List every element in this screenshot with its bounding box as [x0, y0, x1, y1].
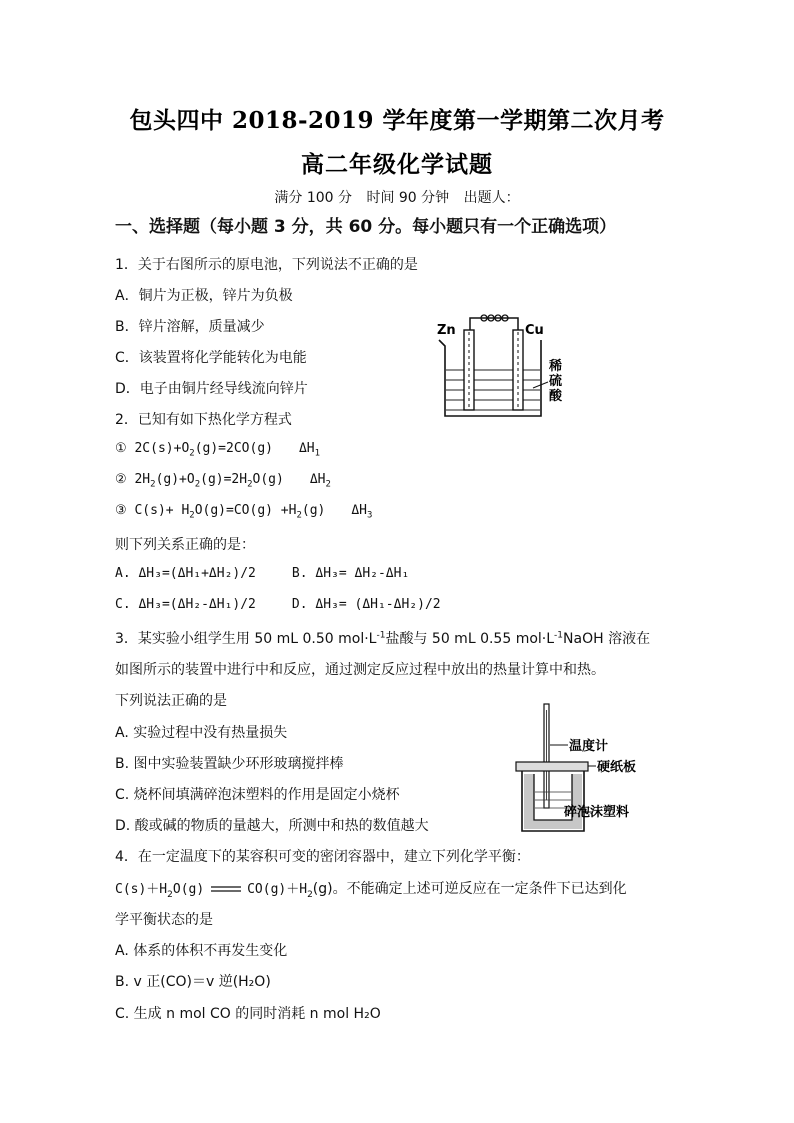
cardboard	[516, 762, 588, 771]
acid-label-2: 硫	[549, 374, 563, 389]
q1-option-c: C．该装置将化学能转化为电能	[115, 350, 307, 366]
cu-label: Cu	[525, 323, 544, 338]
q2-equation-3: ③ $C(s)+ H_2O(g)=CO(g) +H_2(g)$ $\Delta H_3$	[115, 503, 373, 521]
q4-option-a: A. 体系的体积不再发生变化	[115, 943, 288, 959]
q3-option-c: C. 烧杯间填满碎泡沫塑料的作用是固定小烧杯	[115, 787, 400, 803]
q2-equation-1: ① $2C(s)+O_2(g)=2CO(g)$ $\Delta H_1$	[115, 441, 321, 459]
author-text: 出题人：	[463, 190, 520, 206]
q1-stem: 1．关于右图所示的原电池，下列说法不正确的是	[115, 257, 418, 273]
q2-equation-2: ② $2H_2(g)+O_2(g)=2H_2O(g)$ $\Delta H_2$	[115, 472, 331, 490]
q4-equation: $C(s)+H_2O(g)$ $CO(g)+H_2(g)$。不能确定上述可逆反应在一定条件下已达到化	[115, 881, 627, 900]
zn-label: Zn	[437, 323, 456, 338]
q1-option-d: D．电子由铜片经导线流向锌片	[115, 381, 308, 397]
thermometer-label: 温度计	[569, 739, 609, 754]
q2-options-ab	[115, 566, 409, 581]
q2-options-cd	[115, 597, 441, 612]
galvanic-cell-figure	[433, 312, 583, 424]
q4-option-b: B. v 正(CO)＝v 逆(H₂O)	[115, 974, 271, 990]
q4-stem-3: 学平衡状态的是	[115, 912, 213, 928]
exam-meta	[0, 187, 794, 207]
q3-stem: 3．某实验小组学生用 50 mL 0.50 $mol\cdot L^{-1}$盐酸与 50 mL 0.55 $mol\cdot L^{-1}NaOH$ 溶液在	[115, 630, 651, 647]
q3-option-b: B. 图中实验装置缺少环形玻璃搅拌棒	[115, 756, 344, 772]
foam-label: 碎泡沫塑料	[564, 805, 630, 820]
q3-option-d: D. 酸或碱的物质的量越大，所测中和热的数值越大	[115, 818, 429, 834]
q1-option-b: B．锌片溶解，质量减少	[115, 319, 265, 335]
acid-label-1: 稀	[549, 359, 563, 374]
equilibrium-arrow-icon	[209, 884, 243, 894]
q3-stem-2: 如图所示的装置中进行中和反应，通过测定反应过程中放出的热量计算中和热。	[115, 662, 605, 678]
q2-stem: 2．已知有如下热化学方程式	[115, 412, 292, 428]
q4-stem: 4．在一定温度下的某容积可变的密闭容器中，建立下列化学平衡：	[115, 849, 530, 865]
q2-option-b: B. ΔH₃= ΔH₂-ΔH₁	[291, 566, 410, 581]
q1-option-a: A．铜片为正极，锌片为负极	[115, 288, 293, 304]
q3-stem-3: 下列说法正确的是	[115, 693, 227, 709]
beaker	[439, 340, 541, 416]
q4-option-c: C. 生成 n mol CO 的同时消耗 n mol H₂O	[115, 1006, 381, 1022]
section-heading: 一、选择题（每小题 3 分，共 60 分。每小题只有一个正确选项）	[115, 217, 617, 237]
time-text: 时间 90 分钟	[366, 190, 450, 206]
q2-option-a: A. ΔH₃=(ΔH₁+ΔH₂)/2	[115, 566, 256, 581]
foam-fill	[524, 774, 582, 829]
score-text: 满分 100 分	[274, 190, 352, 206]
exam-subtitle: 高二年级化学试题	[301, 151, 493, 178]
cardboard-label: 硬纸板	[597, 760, 637, 775]
q3-option-a: A. 实验过程中没有热量损失	[115, 725, 288, 741]
q2-option-c: C. ΔH₃=(ΔH₂-ΔH₁)/2	[115, 597, 256, 612]
q2-option-d: D. ΔH₃= (ΔH₁-ΔH₂)/2	[291, 597, 441, 612]
acid-label-3: 酸	[549, 389, 563, 404]
q2-ask: 则下列关系正确的是：	[115, 537, 255, 553]
calorimeter-figure	[512, 700, 662, 835]
exam-title: 包头四中 2018-2019 学年度第一学期第二次月考	[129, 107, 665, 134]
acid-solution	[446, 370, 540, 410]
